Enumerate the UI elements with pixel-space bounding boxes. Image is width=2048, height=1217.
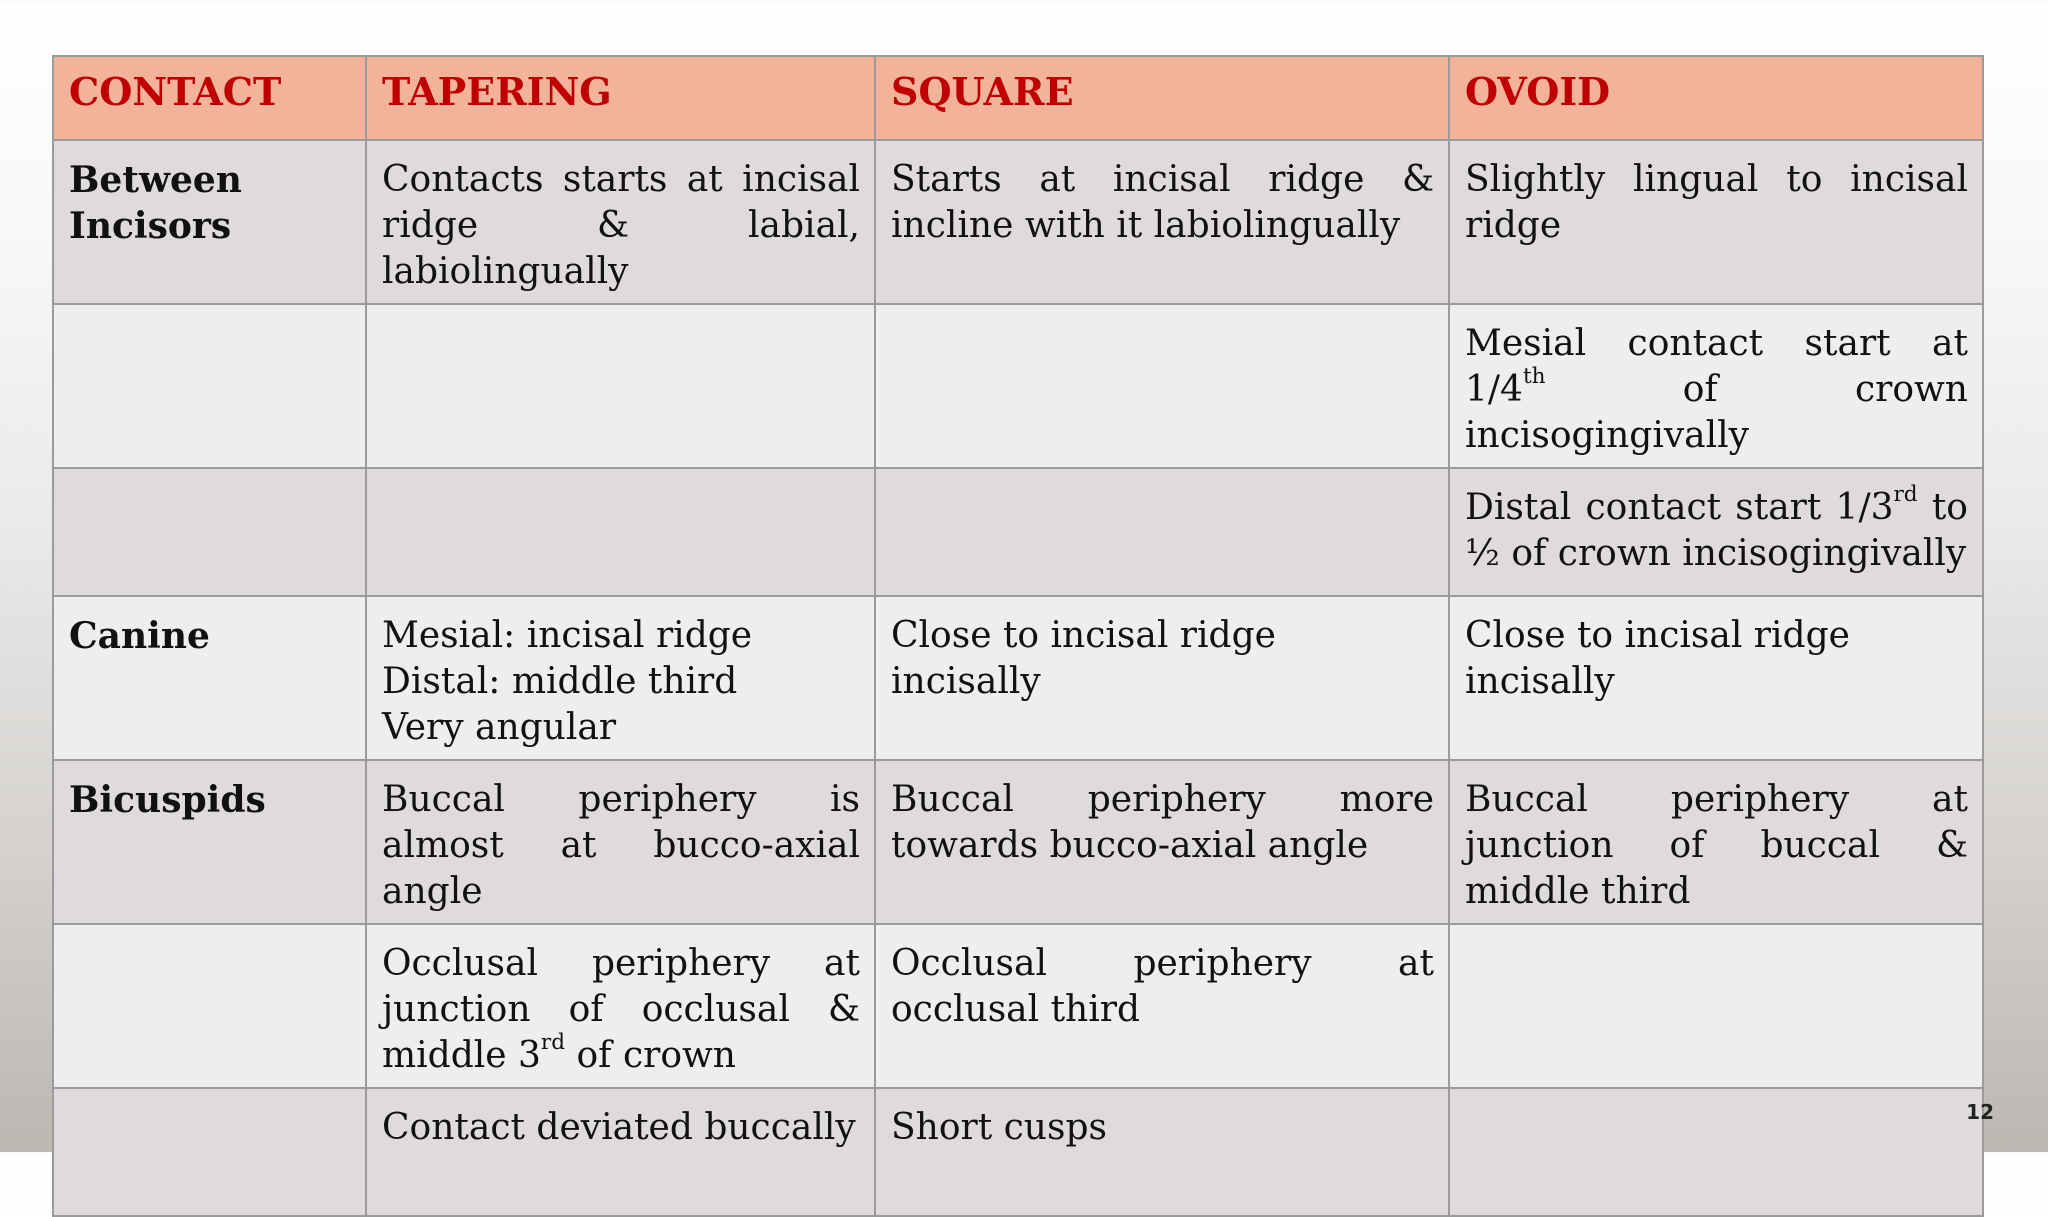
- superscript: th: [1522, 363, 1546, 389]
- cell-line: Distal: middle third: [382, 661, 738, 702]
- cell-text: to ½ of crown incisogingivally: [1465, 487, 1968, 574]
- page-number: 12: [1966, 1100, 1994, 1124]
- row-label: [53, 304, 366, 468]
- cell-square: Starts at incisal ridge & incline with it labiolingually: [875, 140, 1449, 304]
- cell-ovoid: Buccal periphery at junction of buccal & middle third: [1449, 760, 1983, 924]
- table-row: [53, 140, 1983, 304]
- cell-text: Occlusal periphery at junction of occlusal & middle 3: [382, 943, 860, 1076]
- cell-ovoid: Slightly lingual to incisal ridge: [1449, 140, 1983, 304]
- table-row: [53, 304, 1983, 468]
- row-label-bicuspids: Bicuspids: [53, 760, 366, 924]
- cell-square: Close to incisal ridge incisally: [875, 596, 1449, 760]
- cell-square: Buccal periphery more towards bucco-axial angle: [875, 760, 1449, 924]
- row-label-canine: Canine: [53, 596, 366, 760]
- cell-text: of crown incisogingivally: [1465, 369, 1968, 456]
- table-row: [53, 1088, 1983, 1216]
- table-row: [53, 596, 1983, 760]
- cell-tapering: Contacts starts at incisal ridge & labial, labiolingually: [366, 140, 875, 304]
- cell-line: Very angular: [382, 707, 617, 748]
- cell-square: [875, 468, 1449, 596]
- header-ovoid: OVOID: [1449, 56, 1983, 140]
- comparison-table: [52, 55, 1984, 1217]
- cell-text: Distal contact start 1/3: [1465, 487, 1894, 528]
- table-header-row: [53, 56, 1983, 140]
- table-row: [53, 924, 1983, 1088]
- row-label-between-incisors: Between Incisors: [53, 140, 366, 304]
- cell-tapering: Buccal periphery is almost at bucco-axial angle: [366, 760, 875, 924]
- cell-tapering: Contact deviated buccally: [366, 1088, 875, 1216]
- cell-square: [875, 304, 1449, 468]
- row-label: [53, 1088, 366, 1216]
- header-contact: CONTACT: [53, 56, 366, 140]
- cell-square: Short cusps: [875, 1088, 1449, 1216]
- header-square: SQUARE: [875, 56, 1449, 140]
- cell-ovoid: [1449, 924, 1983, 1088]
- cell-text: Mesial contact start at 1/4: [1465, 323, 1968, 410]
- table-row: [53, 760, 1983, 924]
- cell-tapering: [366, 304, 875, 468]
- cell-tapering: [366, 924, 875, 1088]
- cell-ovoid: Close to incisal ridge incisally: [1449, 596, 1983, 760]
- cell-ovoid: [1449, 304, 1983, 468]
- table-row: [53, 468, 1983, 596]
- cell-tapering: [366, 596, 875, 760]
- superscript: rd: [540, 1029, 566, 1055]
- cell-square: Occlusal periphery at occlusal third: [875, 924, 1449, 1088]
- cell-line: Mesial: incisal ridge: [382, 615, 753, 656]
- row-label: [53, 468, 366, 596]
- cell-text: of crown: [565, 1035, 736, 1076]
- header-tapering: TAPERING: [366, 56, 875, 140]
- row-label: [53, 924, 366, 1088]
- cell-tapering: [366, 468, 875, 596]
- superscript: rd: [1893, 481, 1918, 507]
- cell-ovoid: [1449, 468, 1983, 596]
- cell-ovoid: [1449, 1088, 1983, 1216]
